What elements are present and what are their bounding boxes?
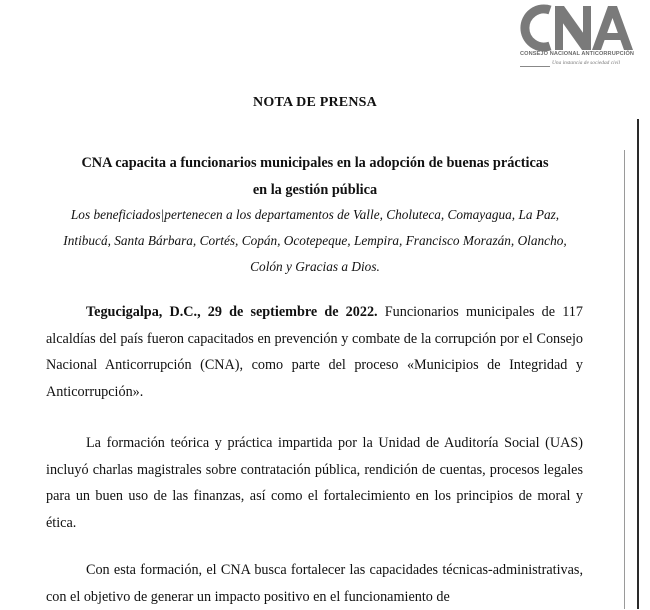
paragraph-3: Con esta formación, el CNA busca fortalecer las capacidades técnicas-administrativas, con el objetivo de generar un impacto positivo en el funcionamiento de <box>46 562 583 605</box>
subheadline-line-3: Colón y Gracias a Dios. <box>250 259 380 274</box>
dateline: Tegucigalpa, D.C., 29 de septiembre de 2022. <box>86 304 378 320</box>
cna-logo <box>518 4 633 70</box>
headline-line-1: CNA capacita a funcionarios municipales en la adopción de buenas prácticas <box>81 155 549 171</box>
margin-rule <box>637 119 639 609</box>
paragraph-1-text: Funcionarios municipales de 117 alcaldías del país fueron capacitados en prevención y combate de la corrupción por el Consejo Nacional Anticorrupción (CNA), como parte del proceso «Municipios de Integridad y Anticorrupción». <box>46 304 583 400</box>
subheadline-line-2: Intibucá, Santa Bárbara, Cortés, Copán, Ocotepeque, Lempira, Francisco Morazán, Olancho, <box>63 233 567 248</box>
subheadline <box>50 202 580 280</box>
margin-rule-thin <box>624 150 625 609</box>
paragraph-1 <box>46 299 583 405</box>
subheadline-line-1: Los beneficiados|pertenecen a los departamentos de Valle, Choluteca, Comayagua, La Paz, <box>70 207 560 222</box>
logo-tagline: Una instancia de sociedad civil <box>552 60 620 66</box>
paragraph-2: La formación teórica y práctica impartida por la Unidad de Auditoría Social (UAS) incluyó charlas magistrales sobre contratación pública, rendición de cuentas, procesos legales para un buen uso de las finanzas, así como el fortalecimiento en los principios de moral y ética. <box>46 435 583 531</box>
headline <box>0 150 630 204</box>
logo-organization-name: CONSEJO NACIONAL ANTICORRUPCIÓN <box>520 51 635 57</box>
headline-line-2: en la gestión pública <box>252 182 378 198</box>
cna-logo-letters-icon <box>518 4 633 52</box>
document-title: NOTA DE PRENSA <box>253 95 377 110</box>
logo-divider <box>520 66 550 67</box>
